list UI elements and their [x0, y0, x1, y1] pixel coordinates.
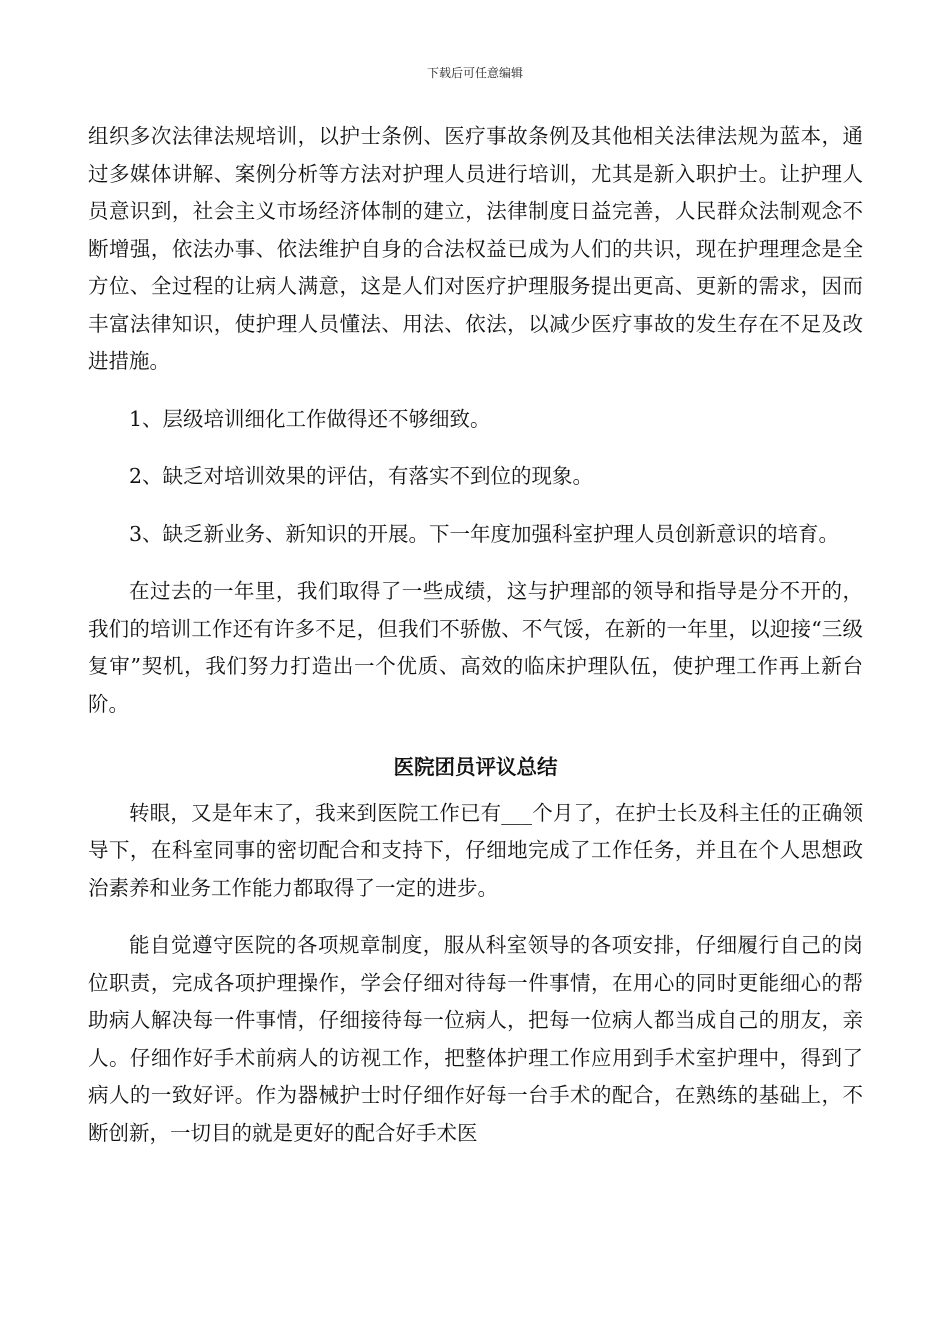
section-title: 医院团员评议总结 [393, 755, 558, 779]
list-item-3: 3、缺乏新业务、新知识的开展。下一年度加强科室护理人员创新意识的培育。 [129, 521, 840, 546]
paragraph-duties: 能自觉遵守医院的各项规章制度，服从科室领导的各项安排，仔细履行自己的岗位职责，完成各项护理操作，学会仔细对待每一件事情，在用心的同时更能细心的帮助病人解决每一件事情，仔细接待每一位病人，把每一位病人都当成自己的朋友，亲人。仔细作好手术前病人的访视工作，把整体护理工作应用到手术室护理中，得到了病人的一致好评。作为器械护士时仔细作好每一台手术的配合，在熟练的基础上，不断创新，一切目的就是更好的配合好手术医 [88, 933, 863, 1145]
page-header: 下载后可任意编辑 [426, 66, 523, 80]
paragraph-conclusion: 在过去的一年里，我们取得了一些成绩，这与护理部的领导和指导是分不开的，我们的培训工作还有许多不足，但我们不骄傲、不气馁，在新的一年里，以迎接“三级复审”契机，我们努力打造出一个优质、高效的临床护理队伍，使护理工作再上新台阶。 [88, 579, 863, 716]
list-item-2: 2、缺乏对培训效果的评估，有落实不到位的现象。 [129, 464, 594, 488]
paragraph-intro: 转眼，又是年末了，我来到医院工作已有___个月了，在护士长及科主任的正确领导下，在科室同事的密切配合和支持下，仔细地完成了工作任务，并且在个人思想政治素养和业务工作能力都取得了一定的进步。 [88, 800, 863, 900]
document-body [88, 118, 863, 1152]
list-item-1: 1、层级培训细化工作做得还不够细致。 [129, 406, 491, 431]
paragraph-legal-training: 组织多次法律法规培训，以护士条例、医疗事故条例及其他相关法律法规为蓝本，通过多媒体讲解、案例分析等方法对护理人员进行培训，尤其是新入职护士。让护理人员意识到，社会主义市场经济体制的建立，法律制度日益完善，人民群众法制观念不断增强，依法办事、依法维护自身的合法权益已成为人们的共识，现在护理理念是全方位、全过程的让病人满意，这是人们对医疗护理服务提出更高、更新的需求，因而丰富法律知识，使护理人员懂法、用法、依法，以减少医疗事故的发生存在不足及改进措施。 [88, 124, 863, 373]
